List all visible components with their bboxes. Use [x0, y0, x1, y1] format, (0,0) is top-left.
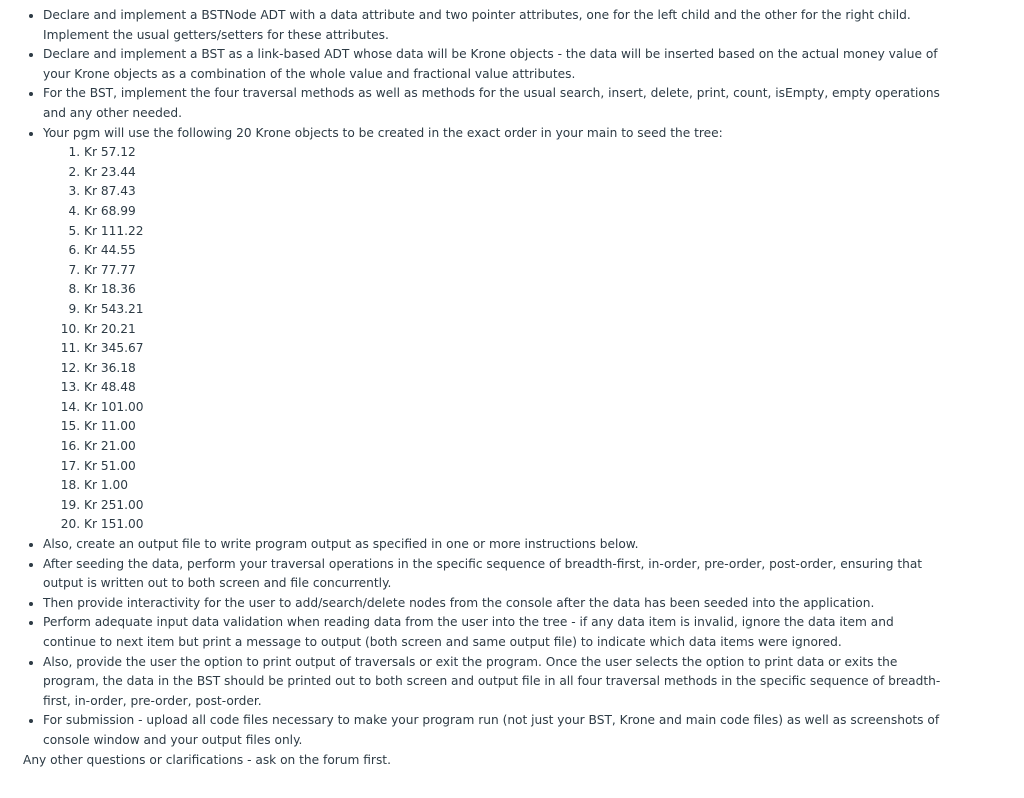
krone-item: 17. Kr 51.00: [84, 457, 943, 477]
requirement-item: • Declare and implement a BST as a link-based ADT whose data will be Krone objects - the data will be inserted based on the actual money value of your Krone objects as a combination of the whole value and fractional value attributes.: [43, 45, 943, 84]
krone-item: 9. Kr 543.21: [84, 300, 943, 320]
krone-seed-list: [43, 143, 943, 535]
krone-item: 18. Kr 1.00: [84, 476, 943, 496]
krone-item: 7. Kr 77.77: [84, 261, 943, 281]
requirement-item: • After seeding the data, perform your traversal operations in the specific sequence of breadth-first, in-order, pre-order, post-order, ensuring that output is written out to both screen and file concurrently.: [43, 555, 943, 594]
krone-item: 11. Kr 345.67: [84, 339, 943, 359]
requirement-item: • Then provide interactivity for the user to add/search/delete nodes from the console after the data has been seeded into the application.: [43, 594, 943, 614]
krone-item: 10. Kr 20.21: [84, 320, 943, 340]
krone-item: 4. Kr 68.99: [84, 202, 943, 222]
requirements-list: [23, 6, 943, 751]
requirement-item: • Declare and implement a BSTNode ADT with a data attribute and two pointer attributes, one for the left child and the other for the right child. Implement the usual getters/setters for these attributes.: [43, 6, 943, 45]
requirement-item: • For the BST, implement the four traversal methods as well as methods for the usual search, insert, delete, print, count, isEmpty, empty operations and any other needed.: [43, 84, 943, 123]
requirement-item: • For submission - upload all code files necessary to make your program run (not just your BST, Krone and main code files) as well as screenshots of console window and your output files only.: [43, 711, 943, 750]
requirement-item: [43, 124, 943, 535]
krone-item: 1. Kr 57.12: [84, 143, 943, 163]
krone-item: 8. Kr 18.36: [84, 280, 943, 300]
krone-item: 16. Kr 21.00: [84, 437, 943, 457]
krone-item: 5. Kr 111.22: [84, 222, 943, 242]
footer-note: Any other questions or clarifications - ask on the forum first.: [23, 752, 391, 767]
krone-item: 13. Kr 48.48: [84, 378, 943, 398]
krone-item: 2. Kr 23.44: [84, 163, 943, 183]
krone-item: 14. Kr 101.00: [84, 398, 943, 418]
requirement-text: Your pgm will use the following 20 Krone objects to be created in the exact order in your main to seed the tree:: [43, 125, 723, 140]
requirement-item: • Also, provide the user the option to print output of traversals or exit the program. Once the user selects the option to print data or exits the program, the data in the BST should be printed out to both screen and output file in all four traversal methods in the specific sequence of breadth-first, in-order, pre-order, post-order.: [43, 653, 943, 712]
krone-item: 12. Kr 36.18: [84, 359, 943, 379]
krone-item: 19. Kr 251.00: [84, 496, 943, 516]
requirement-item: • Also, create an output file to write program output as specified in one or more instructions below.: [43, 535, 943, 555]
requirement-item: • Perform adequate input data validation when reading data from the user into the tree - if any data item is invalid, ignore the data item and continue to next item but print a message to output (both screen and same output file) to indicate which data items were ignored.: [43, 613, 943, 652]
krone-item: 15. Kr 11.00: [84, 417, 943, 437]
krone-item: 6. Kr 44.55: [84, 241, 943, 261]
krone-item: 20. Kr 151.00: [84, 515, 943, 535]
krone-item: 3. Kr 87.43: [84, 182, 943, 202]
